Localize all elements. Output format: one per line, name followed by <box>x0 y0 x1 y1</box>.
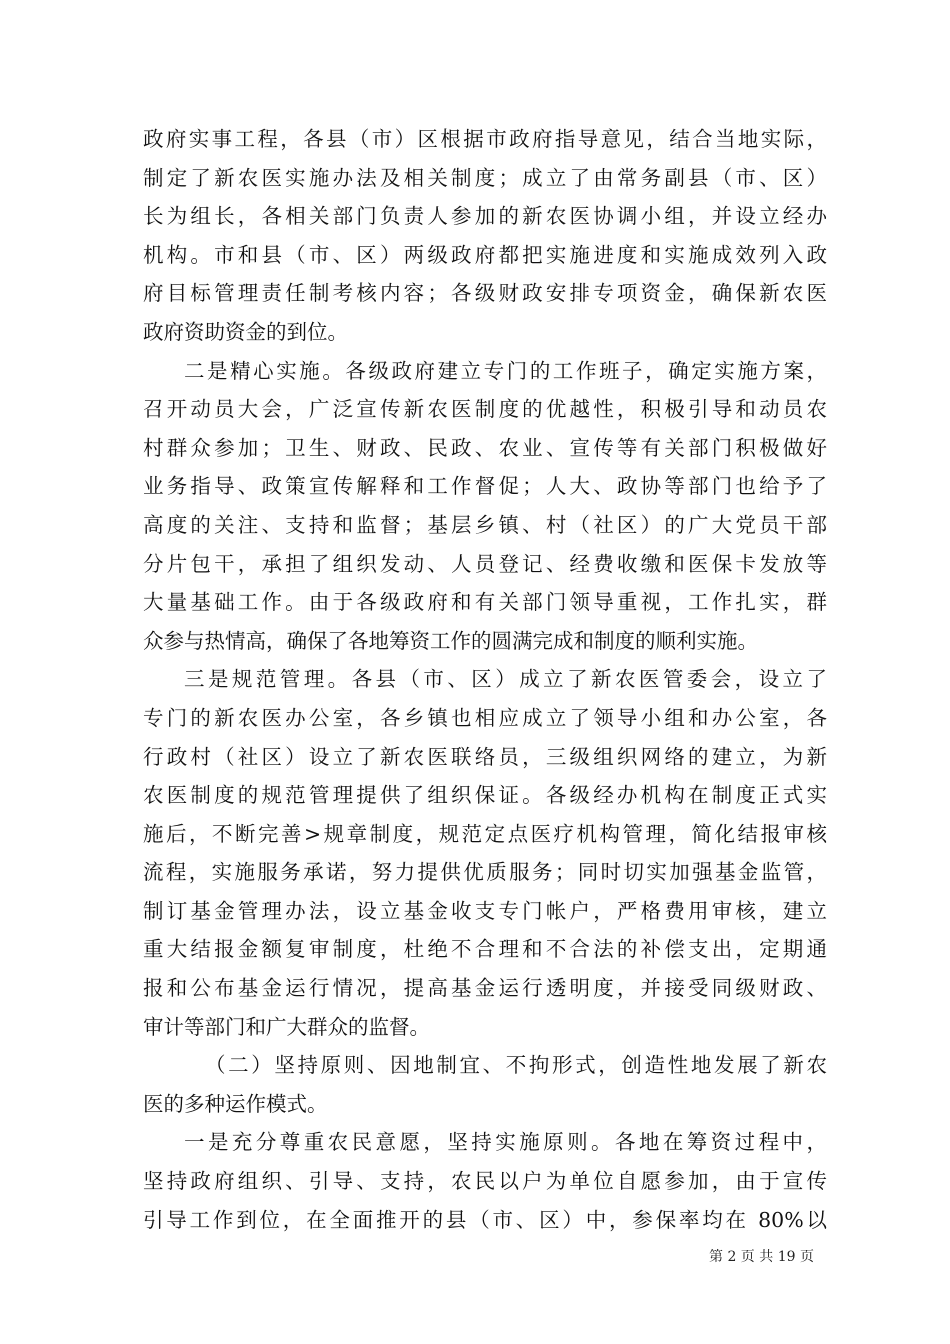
page-number: 第 2 页 共 19 页 <box>709 1249 814 1265</box>
text-line: 报和公布基金运行情况，提高基金运行透明度，并接受同级财政、 <box>143 976 827 1001</box>
paragraph-start-line: 二是精心实施。各级政府建立专门的工作班子，确定实施方案， <box>184 358 827 383</box>
text-line: 政府资助资金的到位。 <box>143 319 348 344</box>
text-line: 大量基础工作。由于各级政府和有关部门领导重视，工作扎实，群 <box>143 590 827 615</box>
text-line: 专门的新农医办公室，各乡镇也相应成立了领导小组和办公室，各 <box>143 705 827 730</box>
text-line: 引导工作到位，在全面推开的县（市、区）中，参保率均在 80%以 <box>143 1207 827 1232</box>
text-line: 制订基金管理办法，设立基金收支专门帐户，严格费用审核，建立 <box>143 898 827 923</box>
paragraph-start-line: 三是规范管理。各县（市、区）成立了新农医管委会，设立了 <box>184 667 827 692</box>
text-line: 长为组长，各相关部门负责人参加的新农医协调小组，并设立经办 <box>143 204 827 229</box>
text-line: 机构。市和县（市、区）两级政府都把实施进度和实施成效列入政 <box>143 242 827 267</box>
paragraph-start-line: 一是充分尊重农民意愿，坚持实施原则。各地在筹资过程中， <box>184 1130 827 1155</box>
text-line: 村群众参加；卫生、财政、民政、农业、宣传等有关部门积极做好 <box>143 435 827 460</box>
text-line: 府目标管理责任制考核内容；各级财政安排专项资金，确保新农医 <box>143 281 827 306</box>
section-heading-line: 医的多种运作模式。 <box>143 1091 328 1116</box>
text-line: 坚持政府组织、引导、支持，农民以户为单位自愿参加，由于宣传 <box>143 1169 827 1194</box>
text-line: 政府实事工程，各县（市）区根据市政府指导意见，结合当地实际， <box>143 127 827 151</box>
section-heading-line: （二）坚持原则、因地制宜、不拘形式，创造性地发展了新农 <box>205 1053 827 1078</box>
body-text <box>143 120 827 1239</box>
text-line: 审计等部门和广大群众的监督。 <box>143 1014 430 1039</box>
text-line: 重大结报金额复审制度，杜绝不合理和不合法的补偿支出，定期通 <box>143 937 827 962</box>
text-line: 业务指导、政策宣传解释和工作督促；人大、政协等部门也给予了 <box>143 474 827 499</box>
text-line: 制定了新农医实施办法及相关制度；成立了由常务副县（市、区） <box>143 165 827 190</box>
text-line: 行政村（社区）设立了新农医联络员，三级组织网络的建立，为新 <box>143 744 827 769</box>
text-line: 施后，不断完善>规章制度，规范定点医疗机构管理，简化结报审核 <box>143 821 827 846</box>
text-line: 高度的关注、支持和监督；基层乡镇、村（社区）的广大党员干部 <box>143 512 827 537</box>
text-line: 召开动员大会，广泛宣传新农医制度的优越性，积极引导和动员农 <box>143 397 827 422</box>
text-line: 分片包干，承担了组织发动、人员登记、经费收缴和医保卡发放等 <box>143 551 827 576</box>
text-line: 众参与热情高，确保了各地筹资工作的圆满完成和制度的顺利实施。 <box>143 628 758 653</box>
text-line: 农医制度的规范管理提供了组织保证。各级经办机构在制度正式实 <box>143 783 827 808</box>
text-line: 流程，实施服务承诺，努力提供优质服务；同时切实加强基金监管， <box>143 860 827 885</box>
